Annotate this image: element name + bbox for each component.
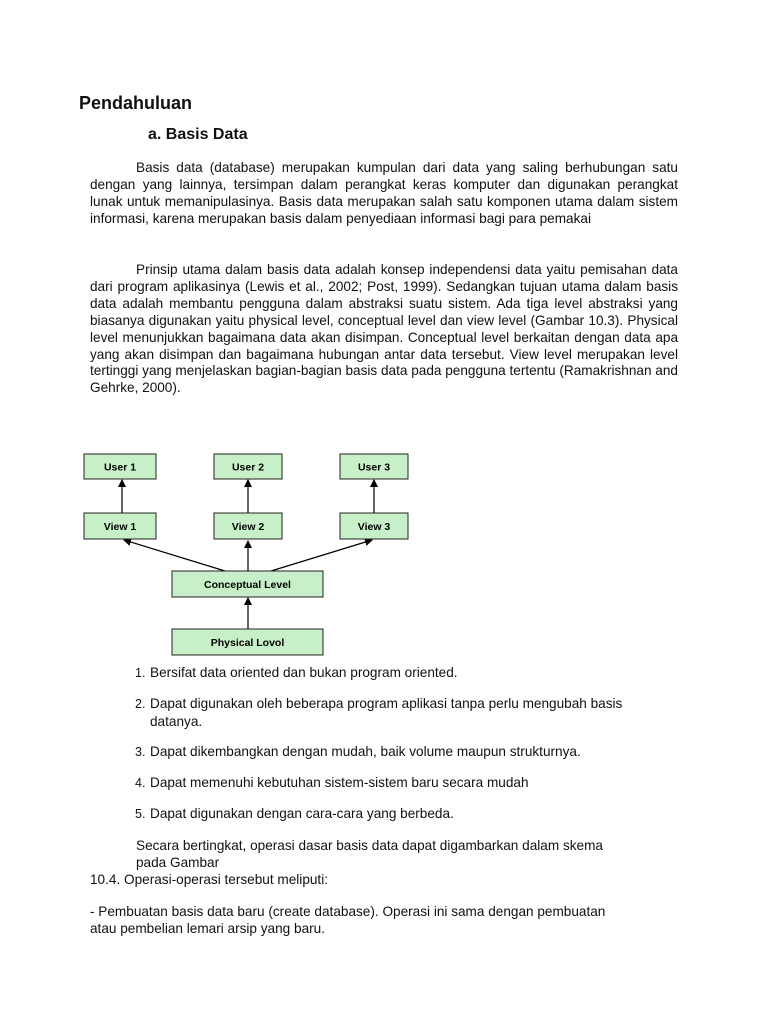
abstraction-levels-diagram [80, 450, 420, 660]
list-item-text: Bersifat data oriented dan bukan program oriented. [150, 665, 458, 680]
list-item [135, 695, 695, 730]
user-box-3 [340, 454, 408, 479]
section-subheading: a. Basis Data [148, 126, 248, 143]
list-item [135, 805, 695, 823]
svg-text:User 1: User 1 [103, 461, 137, 474]
view-box-2 [214, 513, 282, 539]
view-box-3 [340, 513, 408, 539]
list-item-text: Dapat memenuhi kebutuhan sistem-sistem baru secara mudah [150, 775, 529, 790]
svg-text:Conceptual Level: Conceptual Level [204, 579, 291, 591]
list-item-text: Dapat digunakan oleh beberapa program aplikasi tanpa perlu mengubah basis [150, 696, 623, 711]
list-item-number: 1. [135, 666, 146, 680]
list-item [135, 664, 695, 682]
list-item-text: Dapat digunakan dengan cara-cara yang berbeda. [150, 806, 454, 821]
bullet-line-1: - Pembuatan basis data baru (create database). Operasi ini sama dengan pembuatan [90, 904, 606, 919]
list-item-continuation: datanya. [150, 714, 203, 729]
svg-text:Physical Lovol: Physical Lovol [210, 637, 285, 649]
svg-text:View 2: View 2 [231, 521, 265, 533]
list-item [135, 743, 695, 761]
svg-text:User 2: User 2 [231, 461, 265, 474]
physical-level-box [172, 629, 323, 655]
user-box-1 [84, 454, 156, 479]
list-item-number: 5. [135, 807, 146, 821]
list-item-number: 4. [135, 776, 146, 790]
list-item-number: 3. [135, 745, 146, 759]
arrow-conceptual-view3 [271, 540, 372, 571]
view-box-1 [84, 513, 156, 539]
arrow-conceptual-view1 [124, 540, 225, 571]
list-item-number: 2. [135, 697, 146, 711]
list-item-text: Dapat dikembangkan dengan mudah, baik volume maupun strukturnya. [150, 744, 581, 759]
svg-text:User 3: User 3 [357, 461, 391, 474]
closing-line-3: 10.4. Operasi-operasi tersebut meliputi: [90, 872, 329, 887]
svg-text:View 1: View 1 [103, 521, 137, 533]
list-item [135, 774, 695, 792]
paragraph-principle: Prinsip utama dalam basis data adalah konsep independensi data yaitu pemisahan data dari program aplikasinya (Lewis et al., 2002; Post, 1999). Sedangkan tujuan utama dalam basis data adalah membantu pengguna dalam abstraksi suatu sistem. Ada tiga level abstraksi yang biasanya digunakan yaitu physical level, conceptual level dan view level (Gambar 10.3). Physical level menunjukkan bagaimana data akan disimpan. Conceptual level berkaitan dengan data apa yang akan disimpan dan bagaimana hubungan antar data tersebut. View level merupakan level tertinggi yang menjelaskan bagian-bagian basis data pada pengguna tertentu (Ramakrishnan and Gehrke, 2000). [90, 262, 678, 396]
paragraph-definition: Basis data (database) merupakan kumpulan dari data yang saling berhubungan satu dengan yang lainnya, tersimpan dalam perangkat keras komputer dan digunakan perangkat lunak untuk memanipulasinya. Basis data merupakan salah satu komponen utama dalam sistem informasi, karena merupakan basis dalam penyediaan informasi bagi para pemakai [90, 160, 678, 226]
page-heading: Pendahuluan [79, 93, 193, 113]
svg-text:View 3: View 3 [357, 521, 391, 533]
user-box-2 [214, 454, 282, 479]
conceptual-level-box [172, 571, 323, 597]
bullet-line-2: atau pembelian lemari arsip yang baru. [90, 921, 326, 936]
closing-line-1: Secara bertingkat, operasi dasar basis data dapat digambarkan dalam skema [136, 838, 603, 853]
closing-line-2: pada Gambar [136, 855, 220, 870]
